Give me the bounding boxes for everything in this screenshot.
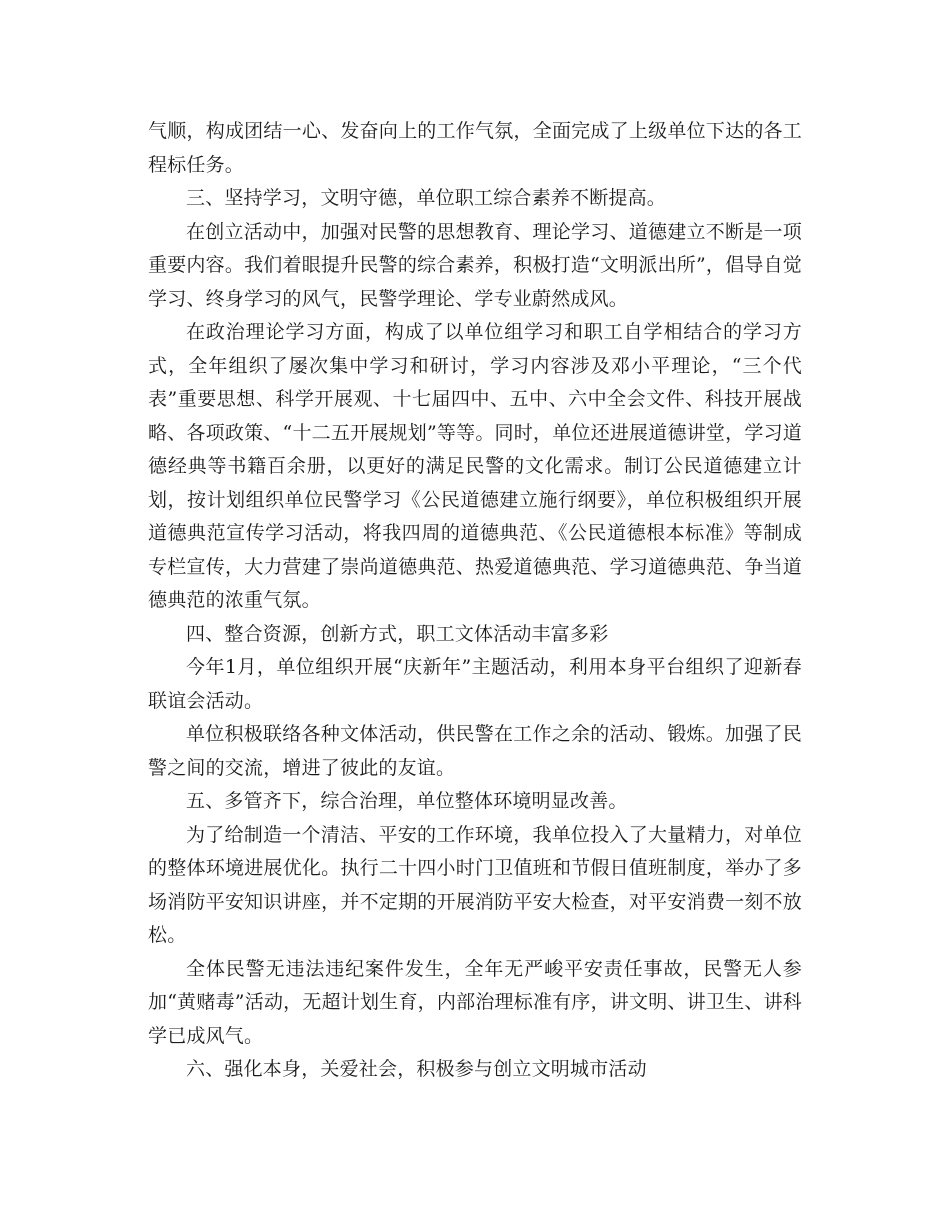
paragraph: 今年1月，单位组织开展“庆新年”主题活动，利用本身平台组织了迎新春联谊会活动。 bbox=[148, 656, 802, 712]
paragraph: 在政治理论学习方面，构成了以单位组学习和职工自学相结合的学习方式，全年组织了屡次集中学习和研讨，学习内容涉及邓小平理论，“三个代表”重要思想、科学开展观、十七届四中、五中、六中全会文件、科技开展战略、各项政策、“十二五开展规划”等等。同时，单位还进展道德讲堂，学习道德经典等书籍百余册，以更好的满足民警的文化需求。制订公民道德建立计划，按计划组织单位民警学习《公民道德建立施行纲要》，单位积极组织开展道德典范宣传学习活动，将我四周的道德典范、《公民道德根本标准》等制成专栏宣传，大力营建了崇尚道德典范、热爱道德典范、学习道德典范、争当道德典范的浓重气氛。 bbox=[148, 321, 802, 611]
paragraph: 全体民警无违法违纪案件发生，全年无严峻平安责任事故，民警无人参加“黄赌毒”活动，无超计划生育，内部治理标准有序，讲文明、讲卫生、讲科学已成风气。 bbox=[148, 957, 802, 1047]
paragraph: 单位积极联络各种文体活动，供民警在工作之余的活动、锻炼。加强了民警之间的交流，增进了彼此的友谊。 bbox=[148, 723, 802, 779]
paragraph-continuation: 气顺，构成团结一心、发奋向上的工作气氛，全面完成了上级单位下达的各工程标任务。 bbox=[148, 120, 802, 176]
paragraph: 在创立活动中，加强对民警的思想教育、理论学习、道德建立不断是一项重要内容。我们着眼提升民警的综合素养，积极打造“文明派出所”，倡导自觉学习、终身学习的风气，民警学理论、学专业蔚然成风。 bbox=[148, 220, 802, 310]
section-heading-four: 四、整合资源，创新方式，职工文体活动丰富多彩 bbox=[186, 622, 609, 645]
document-body bbox=[148, 115, 802, 1087]
paragraph: 为了给制造一个清洁、平安的工作环境，我单位投入了大量精力，对单位的整体环境进展优化。执行二十四小时门卫值班和节假日值班制度，举办了多场消防平安知识讲座，并不定期的开展消防平安大检查，对平安消费一刻不放松。 bbox=[148, 823, 802, 946]
section-heading-six: 六、强化本身，关爱社会，积极参与创立文明城市活动 bbox=[186, 1058, 647, 1080]
section-heading-three: 三、坚持学习，文明守德，单位职工综合素养不断提高。 bbox=[186, 187, 667, 209]
section-heading-five: 五、多管齐下，综合治理，单位整体环境明显改善。 bbox=[186, 790, 628, 812]
